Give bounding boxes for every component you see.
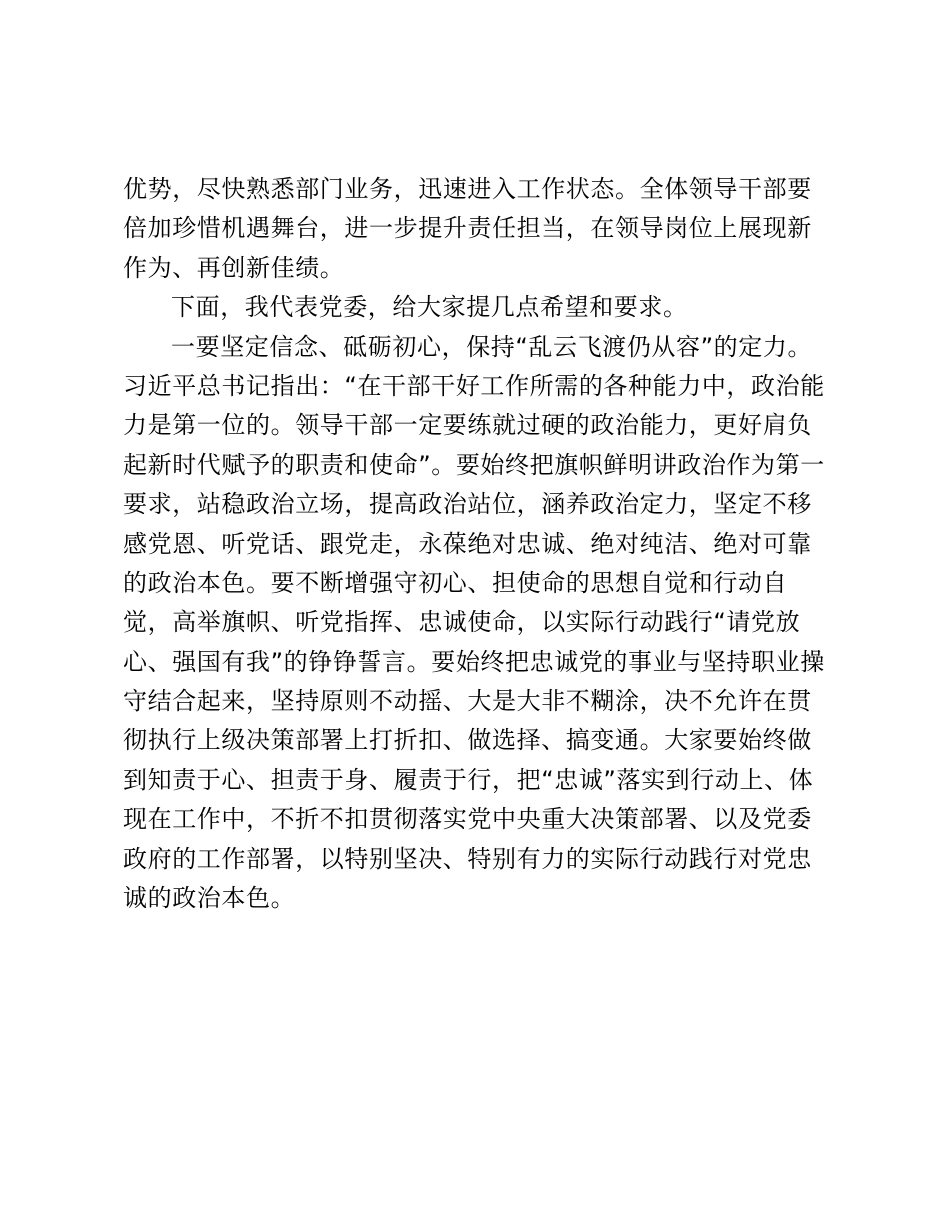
text-line: 起新时代赋予的职责和使命”。要始终把旗帜鲜明讲政治作为第一 bbox=[123, 450, 825, 479]
paragraph-first-line: 一要坚定信念、砥砺初心，保持“乱云飞渡仍从容”的定力。 bbox=[171, 332, 813, 361]
text-line: 作为、再创新佳绩。 bbox=[123, 253, 345, 282]
text-line: 习近平总书记指出：“在干部干好工作所需的各种能力中，政治能 bbox=[123, 371, 825, 400]
text-line: 的政治本色。要不断增强守初心、担使命的思想自觉和行动自 bbox=[123, 568, 788, 597]
text-line: 现在工作中，不折不扣贯彻落实党中央重大决策部署、以及党委 bbox=[123, 805, 812, 834]
text-line: 彻执行上级决策部署上打折扣、做选择、搞变通。大家要始终做 bbox=[123, 726, 812, 755]
text-line: 守结合起来，坚持原则不动摇、大是大非不糊涂，决不允许在贯 bbox=[123, 687, 812, 716]
text-line: 感党恩、听党话、跟党走，永葆绝对忠诚、绝对纯洁、绝对可靠 bbox=[123, 529, 812, 558]
text-line: 诚的政治本色。 bbox=[123, 884, 296, 913]
text-line: 倍加珍惜机遇舞台，进一步提升责任担当，在领导岗位上展现新 bbox=[123, 214, 812, 243]
body-text bbox=[123, 170, 843, 918]
text-line: 力是第一位的。领导干部一定要练就过硬的政治能力，更好肩负 bbox=[123, 411, 812, 440]
paragraph-first-line: 下面，我代表党委，给大家提几点希望和要求。 bbox=[171, 293, 688, 322]
text-line: 要求，站稳政治立场，提高政治站位，涵养政治定力，坚定不移 bbox=[123, 490, 812, 519]
text-line: 优势，尽快熟悉部门业务，迅速进入工作状态。全体领导干部要 bbox=[123, 175, 812, 203]
text-line: 到知责于心、担责于身、履责于行，把“忠诚”落实到行动上、体 bbox=[123, 765, 814, 794]
text-line: 心、强国有我”的铮铮誓言。要始终把忠诚党的事业与坚持职业操 bbox=[123, 647, 825, 676]
text-line: 政府的工作部署，以特别坚决、特别有力的实际行动践行对党忠 bbox=[123, 844, 812, 873]
text-line: 觉，高举旗帜、听党指挥、忠诚使命，以实际行动践行“请党放 bbox=[123, 608, 801, 637]
